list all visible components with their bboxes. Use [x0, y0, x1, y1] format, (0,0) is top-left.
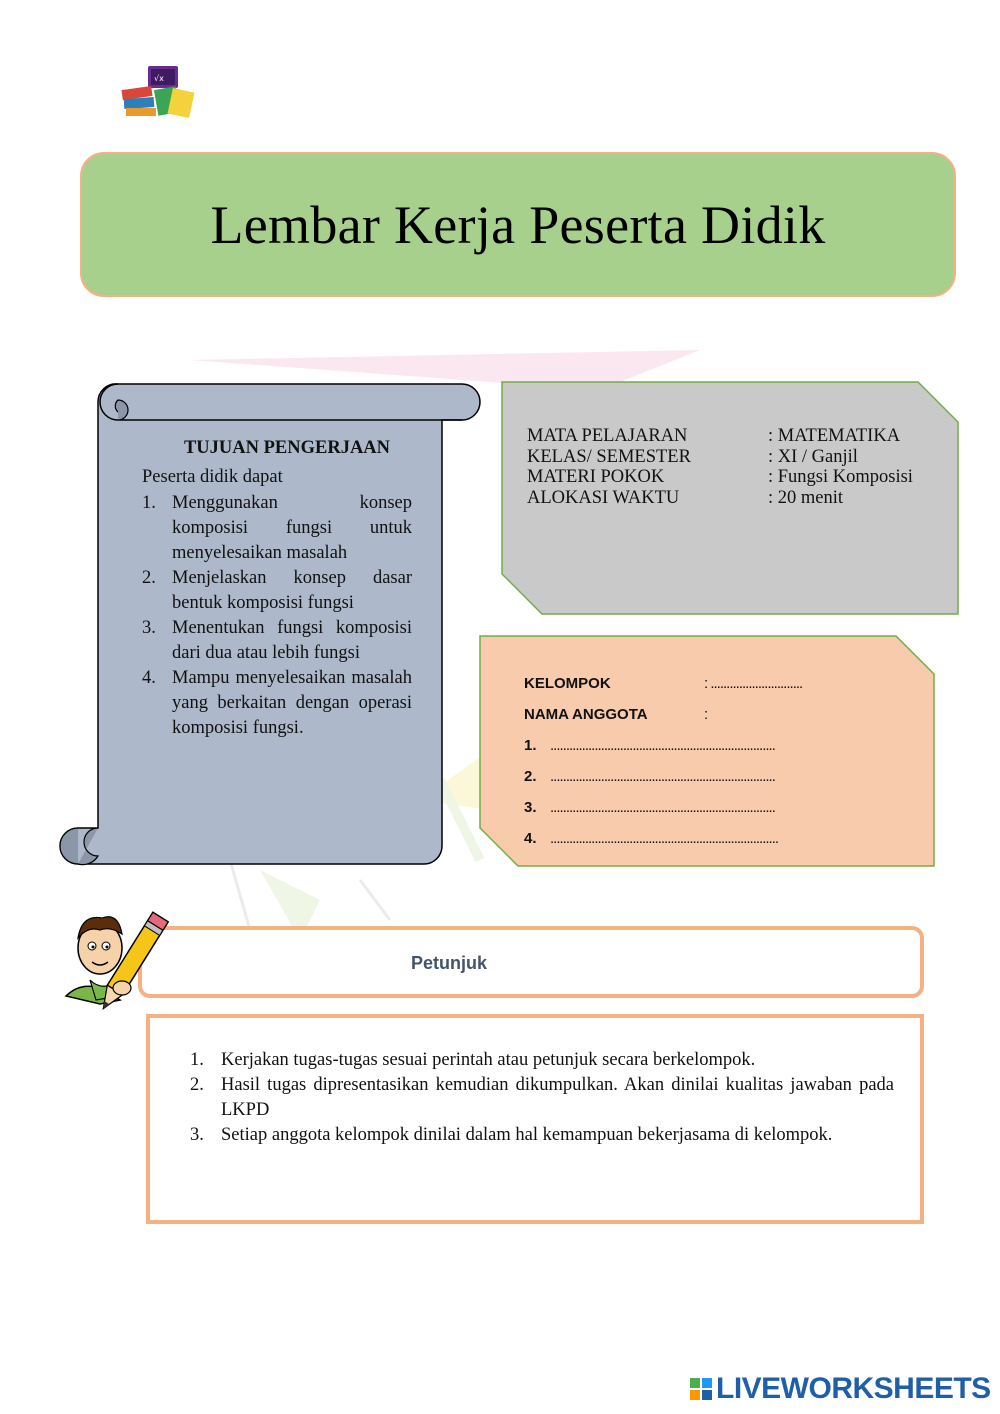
item-text: Menjelaskan konsep dasar bentuk komposisi fungsi [172, 568, 412, 613]
item-number: 4. [142, 668, 156, 688]
list-item [190, 1123, 894, 1148]
kelompok-row [524, 668, 844, 699]
list-item [142, 566, 412, 616]
info-row [527, 447, 947, 468]
member-field[interactable]: ........................................................................ [550, 830, 779, 847]
group-section [524, 668, 844, 854]
member-row [524, 761, 844, 792]
instructions-header-bar [138, 926, 924, 998]
list-item [142, 616, 412, 666]
item-number: 3. [142, 618, 156, 638]
kelompok-field[interactable]: : ............................. [704, 675, 803, 692]
item-number: 1. [190, 1050, 204, 1070]
kelompok-label: KELOMPOK [524, 675, 611, 692]
list-item [142, 666, 412, 741]
title-banner [80, 152, 956, 297]
info-value: : MATEMATIKA [768, 426, 901, 446]
member-field[interactable]: ....................................................................... [550, 768, 775, 785]
item-text: Kerjakan tugas-tugas sesuai perintah atau petunjuk secara berkelompok. [221, 1050, 756, 1070]
info-key: KELAS/ SEMESTER [527, 446, 691, 467]
item-text: Hasil tugas dipresentasikan kemudian dikumpulkan. Akan dinilai kualitas jawaban pada LKPD [221, 1075, 894, 1120]
member-row [524, 792, 844, 823]
member-row [524, 823, 844, 854]
instructions-heading: Petunjuk [411, 953, 488, 973]
member-number: 4. [524, 830, 537, 847]
info-value: : Fungsi Komposisi [768, 467, 913, 487]
subject-info [527, 426, 947, 508]
instructions-list [190, 1048, 894, 1148]
item-number: 3. [190, 1125, 204, 1145]
goals-intro: Peserta didik dapat [142, 467, 283, 487]
goals-heading: TUJUAN PENGERJAAN [183, 438, 391, 458]
info-value: : XI / Ganjil [768, 446, 858, 467]
liveworksheets-logo-icon [690, 1378, 712, 1400]
anggota-row [524, 699, 844, 730]
member-number: 3. [524, 799, 537, 816]
member-number: 1. [524, 737, 537, 754]
list-item [190, 1073, 894, 1123]
info-key: MATA PELAJARAN [527, 426, 688, 446]
item-number: 1. [142, 493, 156, 513]
goals-list [142, 491, 412, 741]
item-text: Mampu menyelesaikan masalah yang berkaitan dengan operasi komposisi fungsi. [172, 668, 412, 738]
anggota-label: NAMA ANGGOTA [524, 706, 648, 723]
liveworksheets-brand[interactable] [690, 1372, 991, 1406]
list-item [190, 1048, 894, 1073]
anggota-colon: : [704, 706, 709, 723]
info-key: MATERI POKOK [527, 467, 665, 487]
instructions-section [190, 1048, 894, 1148]
info-row [527, 426, 947, 447]
list-item [142, 491, 412, 566]
page-title: Lembar Kerja Peserta Didik [210, 194, 826, 255]
item-number: 2. [190, 1075, 204, 1095]
member-field[interactable]: ....................................................................... [550, 737, 775, 754]
books-icon [118, 62, 198, 120]
item-text: Menggunakan konsep komposisi fungsi untuk menyelesaikan masalah [172, 493, 412, 563]
info-row [527, 467, 947, 488]
goals-section [142, 436, 412, 741]
member-number: 2. [524, 768, 537, 785]
info-value: : 20 menit [768, 487, 844, 508]
svg-text:√x: √x [154, 74, 164, 83]
info-row [527, 488, 947, 509]
member-row [524, 730, 844, 761]
info-key: ALOKASI WAKTU [527, 487, 680, 508]
brand-text: LIVEWORKSHEETS [716, 1372, 991, 1405]
item-text: Setiap anggota kelompok dinilai dalam hal kemampuan bekerjasama di kelompok. [221, 1125, 833, 1145]
item-number: 2. [142, 568, 156, 588]
item-text: Menentukan fungsi komposisi dari dua atau lebih fungsi [172, 618, 412, 663]
member-field[interactable]: ....................................................................... [550, 799, 775, 816]
pencil-man-icon [60, 904, 172, 1030]
